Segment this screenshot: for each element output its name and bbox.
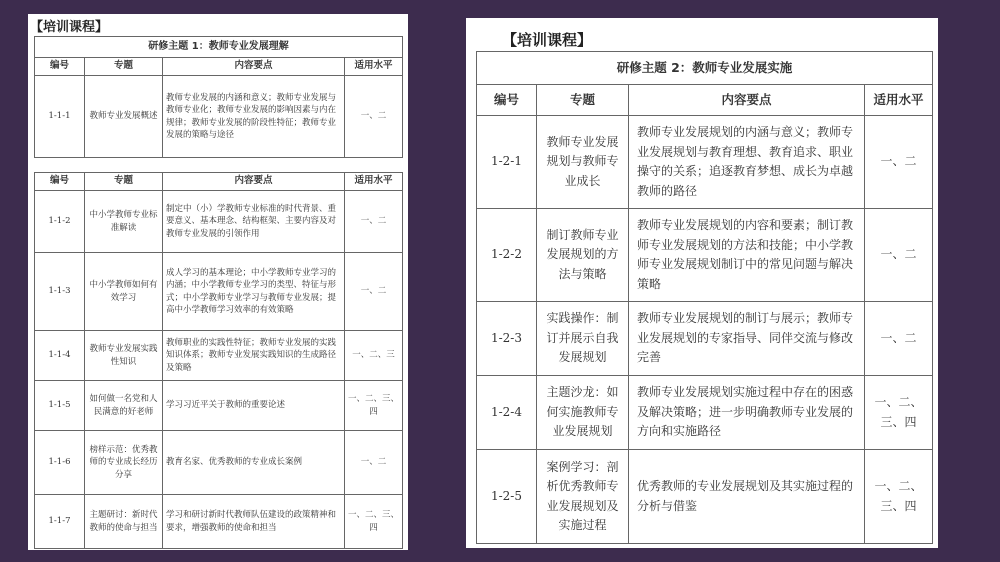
theme-title: 研修主题 1：教师专业发展理解 (35, 37, 403, 58)
header-content: 内容要点 (629, 85, 865, 116)
row-content: 教师专业发展规划的内容和要素；制订教师专业发展规划的方法和技能；中小学教师专业发展规划制订中的常见问题与解决策略 (629, 209, 865, 302)
row-id: 1-1-7 (35, 495, 85, 549)
row-level: 一、二、三、四 (345, 381, 403, 431)
header-id: 编号 (35, 58, 85, 76)
row-topic: 实践操作：制订并展示自我发展规划 (537, 302, 629, 376)
row-content: 教师专业发展规划实施过程中存在的困惑及解决策略；进一步明确教师专业发展的方向和实施路径 (629, 376, 865, 450)
table-row (35, 331, 403, 381)
course-title: 【培训课程】 (30, 20, 109, 35)
table-row (477, 376, 933, 450)
left-slide-panel (28, 14, 408, 550)
row-content: 学习习近平关于教师的重要论述 (163, 381, 345, 431)
table-row (35, 381, 403, 431)
table-row (35, 76, 403, 158)
table-row (35, 253, 403, 331)
table-row (477, 302, 933, 376)
row-topic: 中小学教师专业标准解读 (85, 191, 163, 253)
row-topic: 主题研讨：新时代教师的使命与担当 (85, 495, 163, 549)
theme-title: 研修主题 2：教师专业发展实施 (477, 52, 933, 85)
row-id: 1-2-2 (477, 209, 537, 302)
row-id: 1-1-5 (35, 381, 85, 431)
header-id: 编号 (477, 85, 537, 116)
row-topic: 教师专业发展概述 (85, 76, 163, 158)
row-topic: 主题沙龙：如何实施教师专业发展规划 (537, 376, 629, 450)
header-id: 编号 (35, 173, 85, 191)
course-title: 【培训课程】 (502, 31, 593, 49)
row-level: 一、二、三、四 (865, 376, 933, 450)
row-topic: 榜样示范：优秀教师的专业成长经历分享 (85, 431, 163, 495)
table-row (35, 191, 403, 253)
row-level: 一、二 (345, 191, 403, 253)
row-id: 1-2-5 (477, 450, 537, 544)
row-id: 1-1-6 (35, 431, 85, 495)
row-id: 1-2-3 (477, 302, 537, 376)
row-content: 教师专业发展规划的制订与展示；教师专业发展规划的专家指导、同伴交流与修改完善 (629, 302, 865, 376)
row-level: 一、二 (865, 116, 933, 209)
row-id: 1-1-4 (35, 331, 85, 381)
row-topic: 教师专业发展实践性知识 (85, 331, 163, 381)
row-level: 一、二 (345, 76, 403, 158)
row-content: 学习和研讨新时代教师队伍建设的政策精神和要求，增强教师的使命和担当 (163, 495, 345, 549)
header-content: 内容要点 (163, 173, 345, 191)
row-content: 制定中（小）学教师专业标准的时代背景、重要意义、基本理念、结构框架、主要内容及对教师专业发展的引领作用 (163, 191, 345, 253)
theme-1-table (34, 36, 403, 158)
header-level: 适用水平 (865, 85, 933, 116)
row-content: 教师专业发展规划的内涵与意义；教师专业发展规划与教育理想、教育追求、职业操守的关系；追逐教育梦想、成长为卓越教师的路径 (629, 116, 865, 209)
row-id: 1-1-3 (35, 253, 85, 331)
table-row (477, 209, 933, 302)
header-topic: 专题 (85, 58, 163, 76)
row-content: 优秀教师的专业发展规划及其实施过程的分析与借鉴 (629, 450, 865, 544)
row-level: 一、二、三 (345, 331, 403, 381)
row-id: 1-1-2 (35, 191, 85, 253)
header-level: 适用水平 (345, 173, 403, 191)
row-level: 一、二 (345, 431, 403, 495)
theme-1-table-continued (34, 172, 403, 549)
row-id: 1-2-4 (477, 376, 537, 450)
row-content: 教师职业的实践性特征；教师专业发展的实践知识体系；教师专业发展实践知识的生成路径及策略 (163, 331, 345, 381)
table-row (477, 450, 933, 544)
row-level: 一、二、三、四 (345, 495, 403, 549)
header-content: 内容要点 (163, 58, 345, 76)
table-row (477, 116, 933, 209)
header-level: 适用水平 (345, 58, 403, 76)
row-level: 一、二 (345, 253, 403, 331)
header-topic: 专题 (85, 173, 163, 191)
row-topic: 如何做一名党和人民满意的好老师 (85, 381, 163, 431)
right-slide-panel (466, 18, 938, 548)
row-topic: 教师专业发展规划与教师专业成长 (537, 116, 629, 209)
row-topic: 中小学教师如何有效学习 (85, 253, 163, 331)
row-content: 教师专业发展的内涵和意义；教师专业发展与教师专业化；教师专业发展的影响因素与内在规律；教师专业发展的阶段性特征；教师专业发展的策略与途径 (163, 76, 345, 158)
row-id: 1-1-1 (35, 76, 85, 158)
row-level: 一、二 (865, 209, 933, 302)
row-content: 成人学习的基本理论；中小学教师专业学习的内涵；中小学教师专业学习的类型、特征与形式；中小学教师专业学习与教师专业发展；提高中小学教师学习效率的有效策略 (163, 253, 345, 331)
row-topic: 案例学习：剖析优秀教师专业发展规划及实施过程 (537, 450, 629, 544)
row-id: 1-2-1 (477, 116, 537, 209)
theme-2-table (476, 51, 933, 544)
row-level: 一、二 (865, 302, 933, 376)
row-topic: 制订教师专业发展规划的方法与策略 (537, 209, 629, 302)
row-content: 教育名家、优秀教师的专业成长案例 (163, 431, 345, 495)
row-level: 一、二、三、四 (865, 450, 933, 544)
header-topic: 专题 (537, 85, 629, 116)
table-row (35, 431, 403, 495)
table-row (35, 495, 403, 549)
